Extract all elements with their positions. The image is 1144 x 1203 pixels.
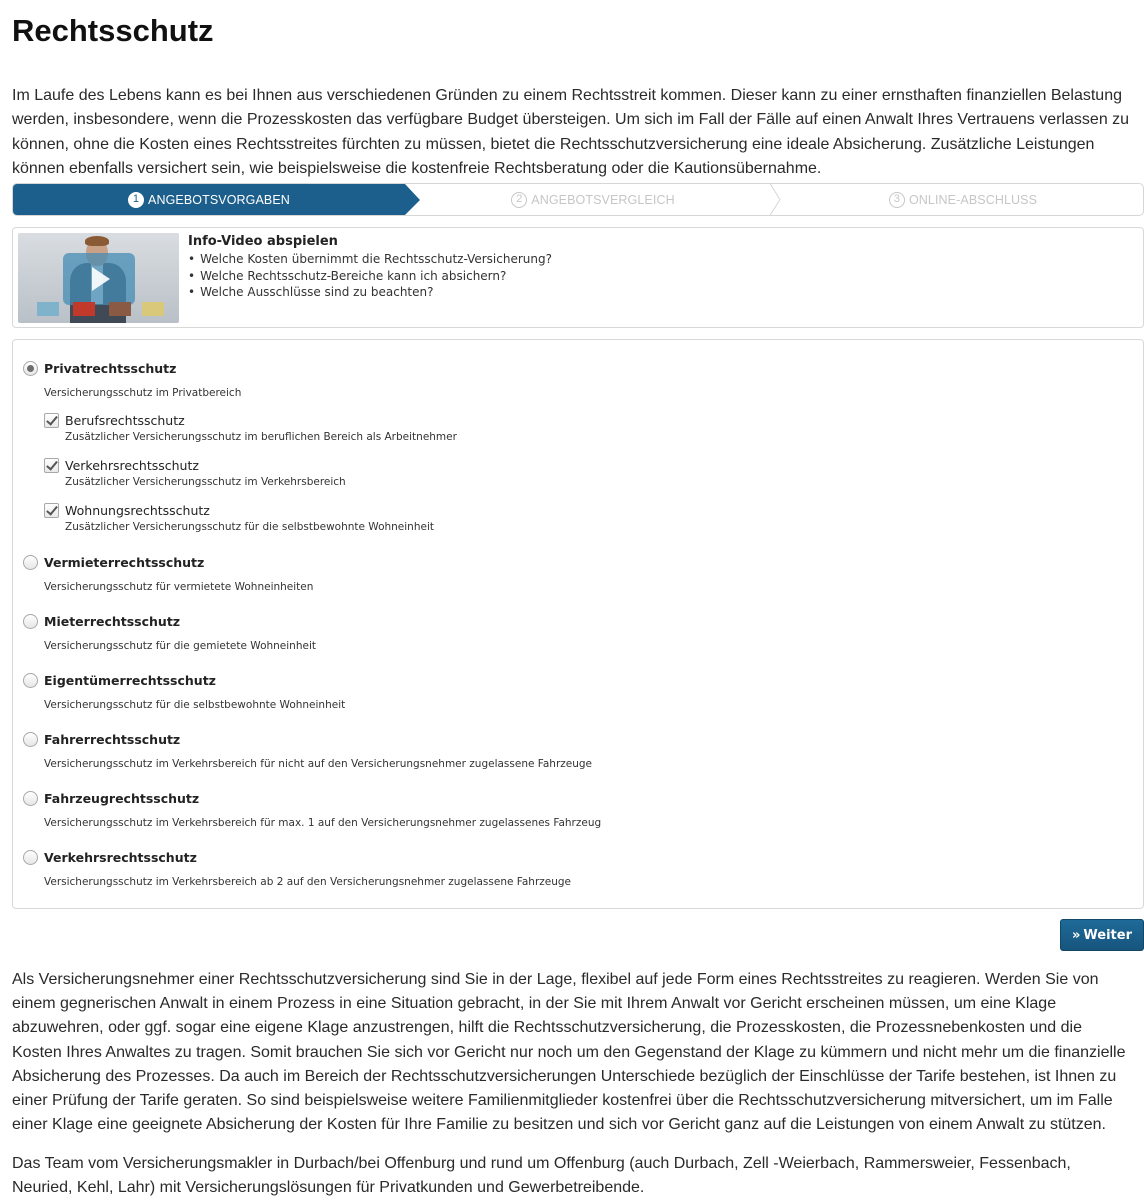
- radio-vermieterrechtsschutz[interactable]: [23, 555, 38, 570]
- radio-verkehrsrechtsschutz[interactable]: [23, 850, 38, 865]
- radio-fahrerrechtsschutz[interactable]: [23, 732, 38, 747]
- intro-text: Im Laufe des Lebens kann es bei Ihnen aus verschiedenen Gründen zu einem Rechtsstreit kommen. Dieser kann zu einer ernsthaften finanziellen Belastung werden, insbesondere, wenn die Prozesskosten das verfügbare Budget übersteigen. Um sich im Fall der Fälle auf einen Anwalt Ihres Vertrauens verlassen zu können, ohne die Kosten eines Rechtsstreites fürchten zu müssen, bietet die Rechtsschutzversicherung eine ideale Absicherung. Zusätzliche Leistungen können ebenfalls versichert sein, wie beispielsweise die kostenfreie Rechtsberatung oder die Kautionsübernahme.: [12, 87, 1130, 177]
- radio-privatrechtsschutz[interactable]: [23, 361, 38, 376]
- option-description: Versicherungsschutz im Verkehrsbereich für nicht auf den Versicherungsnehmer zugelassene Fahrzeuge: [44, 758, 593, 770]
- step-angebotsvergleich[interactable]: [405, 184, 781, 215]
- video-title-link[interactable]: Info-Video abspielen: [188, 234, 338, 249]
- option-description: Versicherungsschutz für vermietete Wohneinheiten: [44, 581, 314, 593]
- info-video-box: [12, 227, 1144, 328]
- option-label: Verkehrsrechtsschutz: [44, 850, 197, 865]
- body-paragraph-2: Das Team vom Versicherungsmakler in Durbach/bei Offenburg und rund um Offenburg (auch Durbach, Zell -Weierbach, Rammersweier, Fessenbach, Neuried, Kehl, Lahr) mit Versicherungslösungen für Privatkunden und Gewerbetreibende.: [12, 1155, 1071, 1197]
- thumbnail-tile: [142, 302, 164, 316]
- body-paragraph-1: Als Versicherungsnehmer einer Rechtsschutzversicherung sind Sie in der Lage, flexibel auf jede Form eines Rechtsstreites zu reagieren. Werden Sie von einem gegnerischen Anwalt in einem Prozess in eine Situation gebracht, in der Sie mit Ihrem Anwalt vor Gericht erscheinen müssen, um eine Klage abzuwehren, oder ggf. sogar eine eigene Klage anzustrengen, hilft die Rechtsschutzversicherung, die Prozesskosten, die Prozessnebenkosten und die Kosten Ihres Anwaltes zu tragen. Somit brauchen Sie sich vor Gericht nur noch um den Gegenstand der Klage zu kümmern und nicht mehr um die finanzielle Absicherung des Prozesses. Da auch im Bereich der Rechtsschutzversicherungen Unterschiede bezüglich der Einschlüsse der Tarife bestehen, ist Ihnen zu einer Prüfung der Tarife geraten. So sind beispielsweise weitere Familienmitglieder kostenfrei über die Rechtsschutzversicherung mitversichert, um im Falle einer Klage eine geeignete Absicherung der Kosten für Ihre Familie zu besitzen und sich vor Gericht ganz auf die Leistungen von einem Anwalt zu stützen.: [12, 971, 1126, 1134]
- option-description: Versicherungsschutz im Verkehrsbereich für max. 1 auf den Versicherungsnehmer zugelassenes Fahrzeug: [44, 817, 602, 829]
- step-label: ANGEBOTSVORGABEN: [148, 192, 290, 207]
- list-item: • Welche Kosten übernimmt die Rechtsschutz-Versicherung?: [188, 251, 552, 268]
- option-label: Vermieterrechtsschutz: [44, 555, 205, 570]
- option-label: Eigentümerrechtsschutz: [44, 673, 216, 688]
- option-description: Versicherungsschutz für die gemietete Wohneinheit: [44, 640, 316, 652]
- step-label: ONLINE-ABSCHLUSS: [908, 192, 1038, 207]
- option-description: Versicherungsschutz im Privatbereich: [44, 387, 242, 399]
- double-chevron-right-icon: »: [1072, 927, 1081, 943]
- option-label: Fahrerrechtsschutz: [44, 732, 181, 747]
- thumbnail-tile: [109, 302, 131, 316]
- step-number: 3: [889, 192, 905, 208]
- thumbnail-tile: [73, 302, 95, 316]
- suboption-label: Wohnungsrechtsschutz: [65, 503, 210, 518]
- progress-steps: [12, 183, 1144, 216]
- step-label: ANGEBOTSVERGLEICH: [531, 192, 675, 207]
- radio-eigentuemerrechtsschutz[interactable]: [23, 673, 38, 688]
- weiter-label: Weiter: [1083, 927, 1132, 943]
- option-label: Mieterrechtsschutz: [44, 614, 181, 629]
- radio-fahrzeugrechtsschutz[interactable]: [23, 791, 38, 806]
- list-item: • Welche Ausschlüsse sind zu beachten?: [188, 284, 552, 301]
- checkbox-wohnungsrechtsschutz[interactable]: [44, 503, 59, 518]
- video-info: [188, 233, 552, 301]
- suboption-description: Zusätzlicher Versicherungsschutz im beruflichen Bereich als Arbeitnehmer: [65, 431, 457, 443]
- video-question-list: [188, 251, 552, 301]
- step-angebotsvorgaben[interactable]: [13, 184, 405, 215]
- step-number: 2: [511, 192, 527, 208]
- step-online-abschluss[interactable]: [781, 184, 1144, 215]
- presenter-hair: [85, 236, 109, 246]
- page-title: Rechtsschutz: [12, 13, 214, 48]
- step-number: 1: [128, 192, 144, 208]
- play-icon[interactable]: [63, 253, 135, 305]
- suboption-label: Verkehrsrechtsschutz: [65, 458, 199, 473]
- checkbox-verkehrsrechtsschutz[interactable]: [44, 458, 59, 473]
- coverage-options-panel: [12, 339, 1144, 909]
- suboption-label: Berufsrechtsschutz: [65, 413, 185, 428]
- list-item: • Welche Rechtsschutz-Bereiche kann ich absichern?: [188, 268, 552, 285]
- checkbox-berufsrechtsschutz[interactable]: [44, 413, 59, 428]
- option-label: Fahrzeugrechtsschutz: [44, 791, 200, 806]
- option-label: Privatrechtsschutz: [44, 361, 177, 376]
- suboption-description: Zusätzlicher Versicherungsschutz für die selbstbewohnte Wohneinheit: [65, 521, 434, 533]
- thumbnail-tile: [37, 302, 59, 316]
- suboption-description: Zusätzlicher Versicherungsschutz im Verkehrsbereich: [65, 476, 346, 488]
- weiter-button[interactable]: [1060, 919, 1144, 951]
- video-thumbnail[interactable]: [18, 233, 179, 323]
- option-description: Versicherungsschutz im Verkehrsbereich ab 2 auf den Versicherungsnehmer zugelassene Fahrzeuge: [44, 876, 572, 888]
- radio-mieterrechtsschutz[interactable]: [23, 614, 38, 629]
- option-description: Versicherungsschutz für die selbstbewohnte Wohneinheit: [44, 699, 346, 711]
